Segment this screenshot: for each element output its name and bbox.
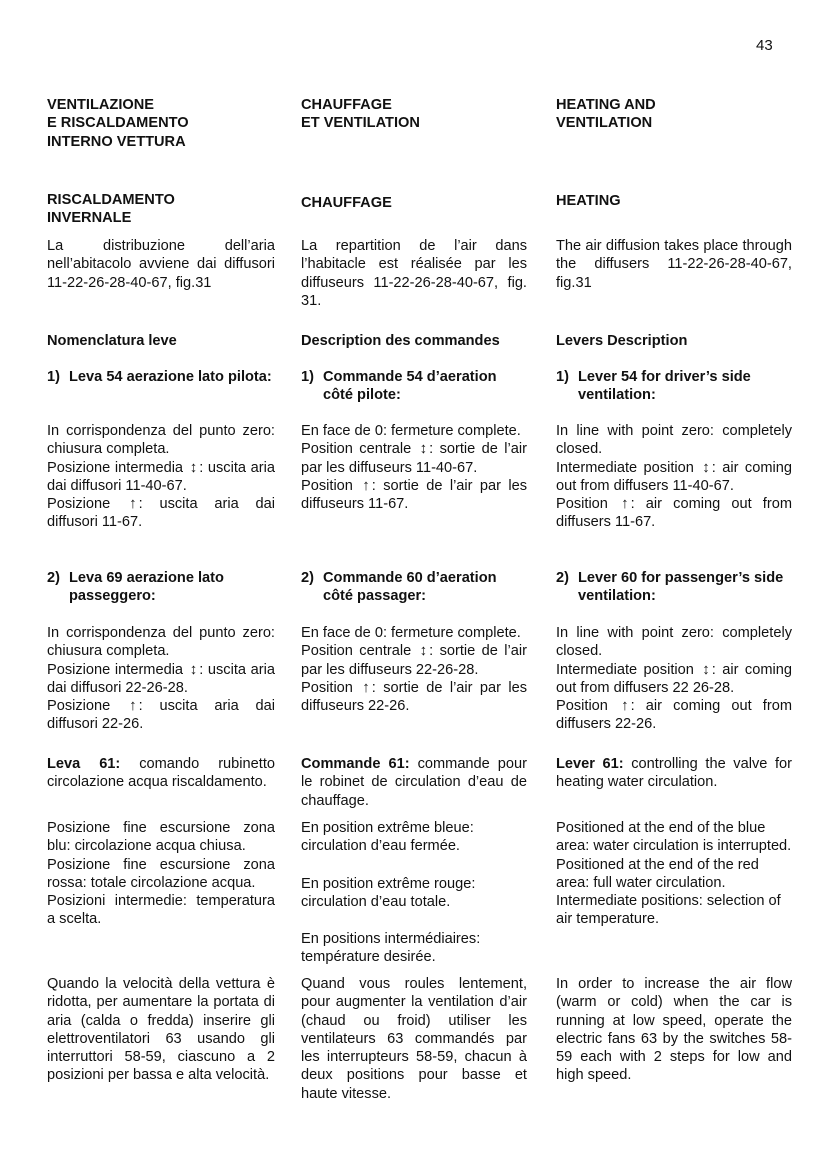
lever-1-heading: 1) Commande 54 d’aeration côté pilote:	[301, 369, 497, 404]
lever-61-text: Leva 61: comando rubinetto circolazione acqua riscaldamento.	[47, 756, 275, 791]
speed-paragraph: Quando la velocità della vettura è ridotta, per aumentare la portata di aria (calda o fredda) inserire gli elettroventilatori 63 usando gli interruttori 58-59, ciascuno a 2 posizioni per bassa e alta velocità.	[47, 976, 275, 1084]
updown-arrow-icon: ↕	[189, 660, 198, 678]
lever-1-text: In line with point zero: completely closed. Intermediate position ↕ : air coming out from diffusers 11-40-67. Position ↑ : air coming out from diffusers 11-67.	[556, 423, 792, 531]
lever-1-heading: 1) Leva 54 aerazione lato pilota:	[47, 369, 272, 385]
levers-title: Description des commandes	[301, 333, 500, 349]
up-arrow-icon: ↑	[129, 495, 137, 513]
updown-arrow-icon: ↕	[419, 642, 428, 660]
lever-2-heading: 2) Lever 60 for passenger’s side ventilation:	[556, 570, 784, 605]
position-intermediate: En positions intermédiaires: température desirée.	[301, 931, 481, 966]
up-arrow-icon: ↑	[621, 697, 629, 715]
updown-arrow-icon: ↕	[702, 458, 710, 476]
updown-arrow-icon: ↕	[189, 458, 198, 476]
up-arrow-icon: ↑	[362, 678, 370, 696]
lever-2-heading: 2) Commande 60 d’aeration côté passager:	[301, 570, 497, 605]
intro-paragraph: The air diffusion takes place through the diffusers 11-22-26-28-40-67, fig.31	[556, 238, 792, 291]
page-number: 43	[756, 37, 773, 54]
lever-2-text: In line with point zero: completely closed. Intermediate position ↕ : air coming out from diffusers 22 26-28. Position ↑ : air coming out from diffusers 22-26.	[556, 625, 792, 733]
updown-arrow-icon: ↕	[702, 660, 710, 678]
updown-arrow-icon: ↕	[419, 440, 428, 458]
lever-61-text: Lever 61: controlling the valve for heating water circulation.	[556, 756, 792, 791]
intro-paragraph: La distribuzione dell’aria nell’abitacolo avviene dai diffusori 11-22-26-28-40-67, fig.31	[47, 238, 275, 291]
levers-title: Nomenclatura leve	[47, 333, 177, 349]
positions-text: Positioned at the end of the blue area: water circulation is interrupted. Positioned at the end of the red area: full water circulation. Intermediate positions: selection of air temperature.	[556, 820, 792, 928]
speed-paragraph: In order to increase the air flow (warm or cold) when the car is running at low speed, operate the electric fans 63 by the switches 58-59 each with 2 steps for low and high speed.	[556, 976, 792, 1084]
up-arrow-icon: ↑	[362, 476, 370, 494]
heating-title: RISCALDAMENTO INVERNALE	[47, 192, 175, 227]
lever-2-text: En face de 0: fermeture complete. Position centrale ↕ : sortie de l’air par les diffuseurs 22-26-28. Position ↑ : sortie de l’air par les diffuseurs 22-26.	[301, 625, 527, 715]
intro-paragraph: La repartition de l’air dans l’habitacle est réalisée par les diffuseurs 11-22-26-28-40-67, fig. 31.	[301, 238, 527, 309]
up-arrow-icon: ↑	[621, 495, 629, 513]
position-red: En position extrême rouge: circulation d’eau totale.	[301, 876, 476, 911]
lever-2-heading: 2) Leva 69 aerazione lato passeggero:	[47, 570, 224, 605]
positions-text: Posizione fine escursione zona blu: circolazione acqua chiusa. Posizione fine escursione zona rossa: totale circolazione acqua. Posizioni intermedie: temperatura a scelta.	[47, 820, 275, 928]
levers-title: Levers Description	[556, 333, 688, 349]
lever-61-text: Commande 61: commande pour le robinet de circulation d’eau de chauffage.	[301, 756, 527, 809]
heating-title: HEATING	[556, 193, 621, 209]
lever-1-text: En face de 0: fermeture complete. Position centrale ↕ : sortie de l’air par les diffuseurs 11-40-67. Position ↑ : sortie de l’air par les diffuseurs 11-67.	[301, 423, 527, 513]
section-title: VENTILAZIONE E RISCALDAMENTO INTERNO VETTURA	[47, 97, 189, 150]
position-blue: En position extrême bleue: circulation d’eau fermée.	[301, 820, 474, 855]
speed-paragraph: Quand vous roules lentement, pour augmenter la ventilation d’air (chaud ou froid) utiliser les ventilateurs 63 commandés par les interrupteurs 58-59, chacun à deux positions pour basse et haute vitesse.	[301, 976, 527, 1102]
section-title: CHAUFFAGE ET VENTILATION	[301, 97, 420, 132]
section-title: HEATING AND VENTILATION	[556, 97, 656, 132]
lever-1-heading: 1) Lever 54 for driver’s side ventilation:	[556, 369, 751, 404]
lever-2-text: In corrispondenza del punto zero: chiusura completa. Posizione intermedia ↕ : uscita aria dai diffusori 22-26-28. Posizione ↑ : uscita aria dai diffusori 22-26.	[47, 625, 275, 733]
up-arrow-icon: ↑	[129, 697, 137, 715]
lever-1-text: In corrispondenza del punto zero: chiusura completa. Posizione intermedia ↕ : uscita aria dai diffusori 11-40-67. Posizione ↑ : uscita aria dai diffusori 11-67.	[47, 423, 275, 531]
heating-title: CHAUFFAGE	[301, 195, 392, 211]
